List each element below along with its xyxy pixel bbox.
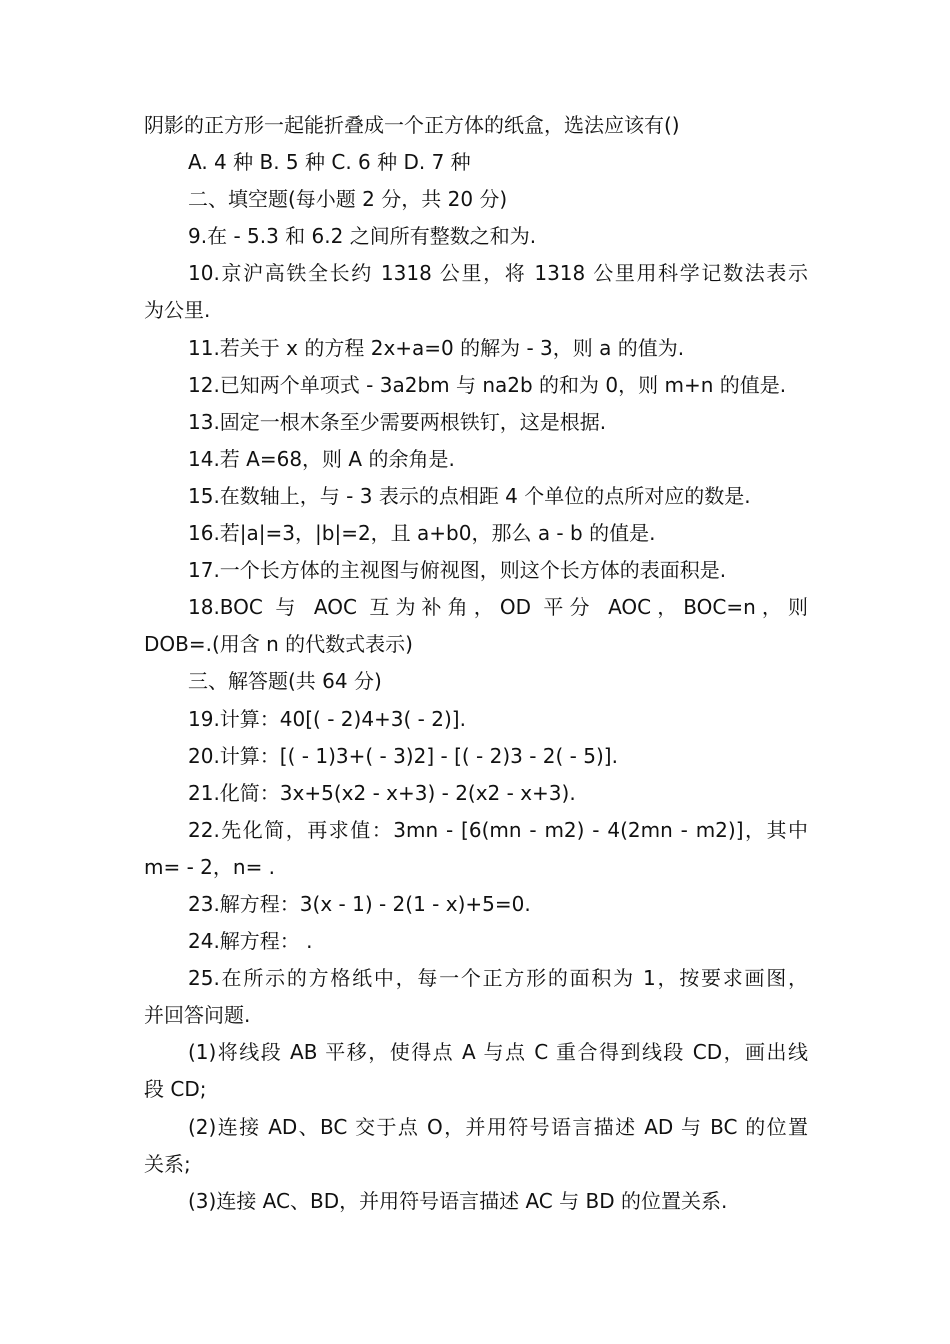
question-25: 25.在所示的方格纸中，每一个正方形的面积为 1，按要求画图， xyxy=(188,966,808,991)
question-20: 20.计算：[( - 1)3+( - 3)2] - [( - 2)3 - 2( - 5)]. xyxy=(188,743,618,768)
question-25-part-1: (1)将线段 AB 平移，使得点 A 与点 C 重合得到线段 CD，画出线 xyxy=(188,1040,808,1065)
question-18: 18.BOC 与 AOC 互为补角，OD 平分 AOC，BOC=n，则 xyxy=(188,595,808,620)
question-19: 19.计算：40[( - 2)4+3( - 2)]. xyxy=(188,706,466,731)
question-25-part-1-continuation: 段 CD; xyxy=(144,1077,207,1102)
question-13: 13.固定一根木条至少需要两根铁钉，这是根据. xyxy=(188,409,607,434)
question-10: 10.京沪高铁全长约 1318 公里，将 1318 公里用科学记数法表示 xyxy=(188,261,808,286)
question-25-part-2-continuation: 关系; xyxy=(144,1151,191,1176)
section-answer-heading: 三、解答题(共 64 分) xyxy=(188,669,382,694)
question-8-options: A. 4 种 B. 5 种 C. 6 种 D. 7 种 xyxy=(188,150,471,175)
question-15: 15.在数轴上，与 - 3 表示的点相距 4 个单位的点所对应的数是. xyxy=(188,483,751,508)
question-23: 23.解方程：3(x - 1) - 2(1 - x)+5=0. xyxy=(188,891,531,916)
question-25-continuation: 并回答问题. xyxy=(144,1003,251,1028)
question-18-continuation: DOB=.(用含 n 的代数式表示) xyxy=(144,632,413,657)
question-22-continuation: m= - 2，n= . xyxy=(144,854,276,879)
question-11: 11.若关于 x 的方程 2x+a=0 的解为 - 3，则 a 的值为. xyxy=(188,335,685,360)
question-8-continuation: 阴影的正方形一起能折叠成一个正方体的纸盒，选法应该有() xyxy=(144,113,680,137)
question-25-part-2: (2)连接 AD、BC 交于点 O，并用符号语言描述 AD 与 BC 的位置 xyxy=(188,1114,808,1139)
question-9: 9.在 - 5.3 和 6.2 之间所有整数之和为. xyxy=(188,224,537,249)
question-17: 17.一个长方体的主视图与俯视图，则这个长方体的表面积是. xyxy=(188,558,727,583)
question-21: 21.化简：3x+5(x2 - x+3) - 2(x2 - x+3). xyxy=(188,780,576,805)
question-16: 16.若|a|=3，|b|=2，且 a+b0，那么 a - b 的值是. xyxy=(188,521,656,546)
question-12: 12.已知两个单项式 - 3a2bm 与 na2b 的和为 0，则 m+n 的值是. xyxy=(188,372,787,397)
question-24: 24.解方程： . xyxy=(188,929,313,954)
document-body xyxy=(144,107,808,1220)
question-14: 14.若 A=68，则 A 的余角是. xyxy=(188,446,455,471)
section-fill-in-heading: 二、填空题(每小题 2 分，共 20 分) xyxy=(188,187,508,212)
question-25-part-3: (3)连接 AC、BD，并用符号语言描述 AC 与 BD 的位置关系. xyxy=(188,1188,728,1213)
question-10-continuation: 为公里. xyxy=(144,298,211,323)
question-22: 22.先化简，再求值：3mn - [6(mn - m2) - 4(2mn - m2)]，其中 xyxy=(188,817,808,842)
